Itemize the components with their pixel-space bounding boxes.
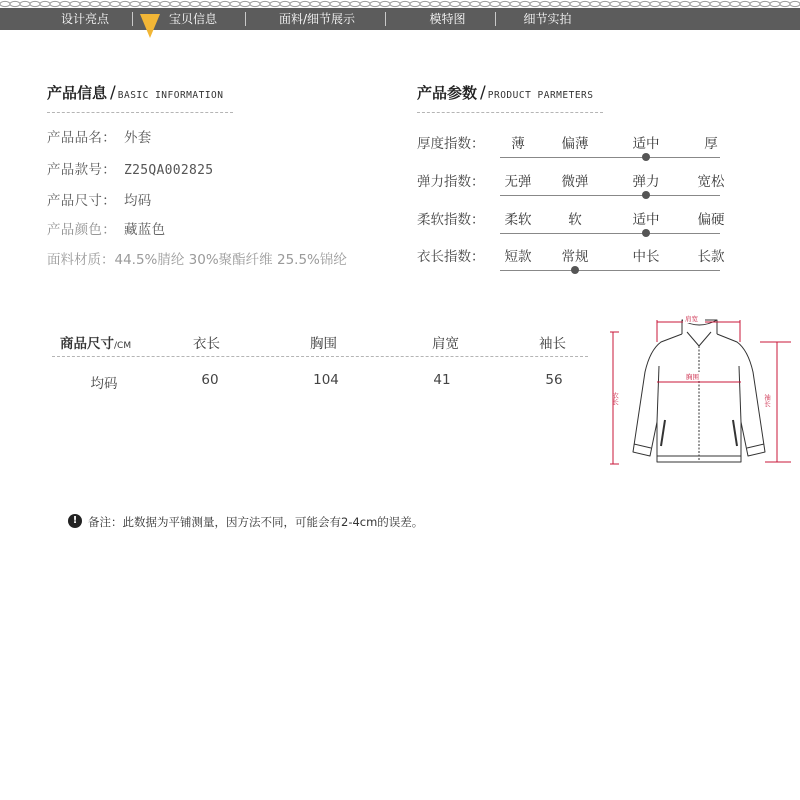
chain-link xyxy=(730,1,740,6)
chain-link xyxy=(350,1,360,6)
chain-link xyxy=(770,1,780,6)
chain-link xyxy=(510,1,520,6)
chain-link xyxy=(140,1,150,6)
nav-tab-product-info[interactable]: 宝贝信息 xyxy=(168,12,217,26)
chain-link xyxy=(670,1,680,6)
param-option: 中长 xyxy=(632,249,660,265)
parameters-title: 产品参数 / PRODUCT PARMETERS xyxy=(417,83,594,103)
chain-link xyxy=(780,1,790,6)
exclamation-icon: ! xyxy=(68,514,82,528)
basic-info-title: 产品信息 / BASIC INFORMATION xyxy=(47,83,224,103)
param-label: 厚度指数： xyxy=(417,136,485,152)
chain-link xyxy=(220,1,230,6)
size-table-cell-chest: 104 xyxy=(313,372,339,388)
chain-link xyxy=(490,1,500,6)
info-row-size: 产品尺寸： 均码 xyxy=(47,193,152,209)
chain-link xyxy=(270,1,280,6)
chain-link xyxy=(300,1,310,6)
chain-link xyxy=(100,1,110,6)
param-option: 微弹 xyxy=(561,174,589,190)
chain-link xyxy=(290,1,300,6)
chain-link xyxy=(720,1,730,6)
chain-link xyxy=(190,1,200,6)
nav-tab-design-highlights[interactable]: 设计亮点 xyxy=(60,12,109,26)
param-option: 短款 xyxy=(504,249,532,265)
param-option: 宽松 xyxy=(697,174,725,190)
param-scale-line xyxy=(500,270,720,271)
chain-link xyxy=(60,1,70,6)
param-option: 长款 xyxy=(697,249,725,265)
nav-tab-detail-photos[interactable]: 细节实拍 xyxy=(523,12,572,26)
chain-link xyxy=(10,1,20,6)
chain-link xyxy=(470,1,480,6)
chain-link xyxy=(760,1,770,6)
diagram-label-sleeve: 袖长 xyxy=(763,394,771,407)
chain-link xyxy=(230,1,240,6)
divider xyxy=(417,112,603,113)
measurement-note: 备注：此数据为平铺测量，因方法不同，可能会有2-4cm的误差。 xyxy=(88,515,424,529)
chain-link xyxy=(50,1,60,6)
size-table-cell-size: 均码 xyxy=(90,376,118,392)
chain-link xyxy=(680,1,690,6)
param-option: 适中 xyxy=(632,136,660,152)
chain-link xyxy=(520,1,530,6)
chain-link xyxy=(440,1,450,6)
size-table-header-shoulder: 肩宽 xyxy=(432,336,459,352)
chain-link xyxy=(400,1,410,6)
chain-link xyxy=(620,1,630,6)
chain-link xyxy=(600,1,610,6)
chain-link xyxy=(460,1,470,6)
chain-link xyxy=(650,1,660,6)
chain-link xyxy=(560,1,570,6)
size-table-cell-sleeve: 56 xyxy=(545,372,563,388)
chain-link xyxy=(410,1,420,6)
chain-link xyxy=(740,1,750,6)
size-table-cell-length: 60 xyxy=(201,372,219,388)
nav-divider xyxy=(245,12,246,26)
param-selected-marker xyxy=(642,191,650,199)
chain-link xyxy=(430,1,440,6)
info-row-color: 产品颜色： 藏蓝色 xyxy=(47,222,166,238)
chain-link xyxy=(790,1,800,6)
chain-link xyxy=(370,1,380,6)
chain-link xyxy=(310,1,320,6)
param-option: 适中 xyxy=(632,212,660,228)
diagram-label-shoulder: 肩宽 xyxy=(685,315,698,323)
param-option: 弹力 xyxy=(632,174,660,190)
info-row-name: 产品品名： 外套 xyxy=(47,130,152,146)
param-label: 柔软指数： xyxy=(417,212,485,228)
chain-link xyxy=(70,1,80,6)
param-option: 偏薄 xyxy=(561,136,589,152)
chain-link xyxy=(550,1,560,6)
chain-link xyxy=(250,1,260,6)
param-selected-marker xyxy=(571,266,579,274)
chain-link xyxy=(660,1,670,6)
active-tab-pointer-icon xyxy=(140,14,160,38)
chain-link xyxy=(610,1,620,6)
chain-link xyxy=(200,1,210,6)
jacket-measurement-diagram xyxy=(605,312,795,472)
info-row-style-number: 产品款号： Z25QA002825 xyxy=(47,162,214,178)
chain-link xyxy=(480,1,490,6)
top-nav xyxy=(0,0,800,32)
chain-link xyxy=(170,1,180,6)
chain-link xyxy=(360,1,370,6)
param-scale-line xyxy=(500,157,720,158)
param-label: 衣长指数： xyxy=(417,249,485,265)
chain-link xyxy=(40,1,50,6)
param-option: 厚 xyxy=(704,136,718,152)
chain-link xyxy=(530,1,540,6)
chain-link xyxy=(110,1,120,6)
chain-link xyxy=(30,1,40,6)
size-table-header-size: 商品尺寸/CM xyxy=(60,336,132,352)
diagram-label-chest: 胸围 xyxy=(686,373,699,381)
chain-link xyxy=(20,1,30,6)
param-label: 弹力指数： xyxy=(417,174,485,190)
param-option: 偏硬 xyxy=(697,212,725,228)
chain-link xyxy=(90,1,100,6)
param-selected-marker xyxy=(642,153,650,161)
chain-link xyxy=(540,1,550,6)
chain-link xyxy=(330,1,340,6)
chain-link xyxy=(750,1,760,6)
nav-tab-model-photos[interactable]: 模特图 xyxy=(429,12,466,26)
chain-link xyxy=(280,1,290,6)
param-selected-marker xyxy=(642,229,650,237)
chain-link xyxy=(0,1,10,6)
chain-link xyxy=(130,1,140,6)
chain-link xyxy=(240,1,250,6)
nav-divider xyxy=(495,12,496,26)
nav-bar xyxy=(0,8,800,30)
param-option: 软 xyxy=(568,212,582,228)
diagram-label-length: 衣长 xyxy=(611,392,619,405)
size-table-cell-shoulder: 41 xyxy=(433,372,451,388)
chain-link xyxy=(570,1,580,6)
size-table-header-chest: 胸围 xyxy=(310,336,337,352)
chain-link xyxy=(580,1,590,6)
chain-link xyxy=(260,1,270,6)
param-option: 常规 xyxy=(561,249,589,265)
nav-divider xyxy=(385,12,386,26)
chain-link xyxy=(590,1,600,6)
chain-link xyxy=(450,1,460,6)
chain-link xyxy=(120,1,130,6)
param-scale-line xyxy=(500,233,720,234)
chain-link xyxy=(150,1,160,6)
param-option: 柔软 xyxy=(504,212,532,228)
nav-divider xyxy=(132,12,133,26)
param-option: 无弹 xyxy=(504,174,532,190)
chain-link xyxy=(390,1,400,6)
size-table-header-length: 衣长 xyxy=(193,336,220,352)
chain-link xyxy=(380,1,390,6)
info-row-fabric: 面料材质：44.5%腈纶 30%聚酯纤维 25.5%锦纶 xyxy=(47,252,347,268)
chain-link xyxy=(690,1,700,6)
chain-link xyxy=(180,1,190,6)
nav-tab-fabric-details[interactable]: 面料/细节展示 xyxy=(278,12,356,26)
param-scale-line xyxy=(500,195,720,196)
chain-link xyxy=(630,1,640,6)
chain-link xyxy=(700,1,710,6)
chain-link xyxy=(340,1,350,6)
chain-link xyxy=(640,1,650,6)
size-table-header-sleeve: 袖长 xyxy=(539,336,566,352)
chain-link xyxy=(500,1,510,6)
chain-link xyxy=(210,1,220,6)
divider xyxy=(47,112,233,113)
chain-link xyxy=(710,1,720,6)
chain-link xyxy=(80,1,90,6)
chain-link xyxy=(320,1,330,6)
chain-link xyxy=(160,1,170,6)
chain-link xyxy=(420,1,430,6)
param-option: 薄 xyxy=(511,136,525,152)
table-divider xyxy=(52,356,588,357)
chain-border-decoration xyxy=(0,0,800,8)
